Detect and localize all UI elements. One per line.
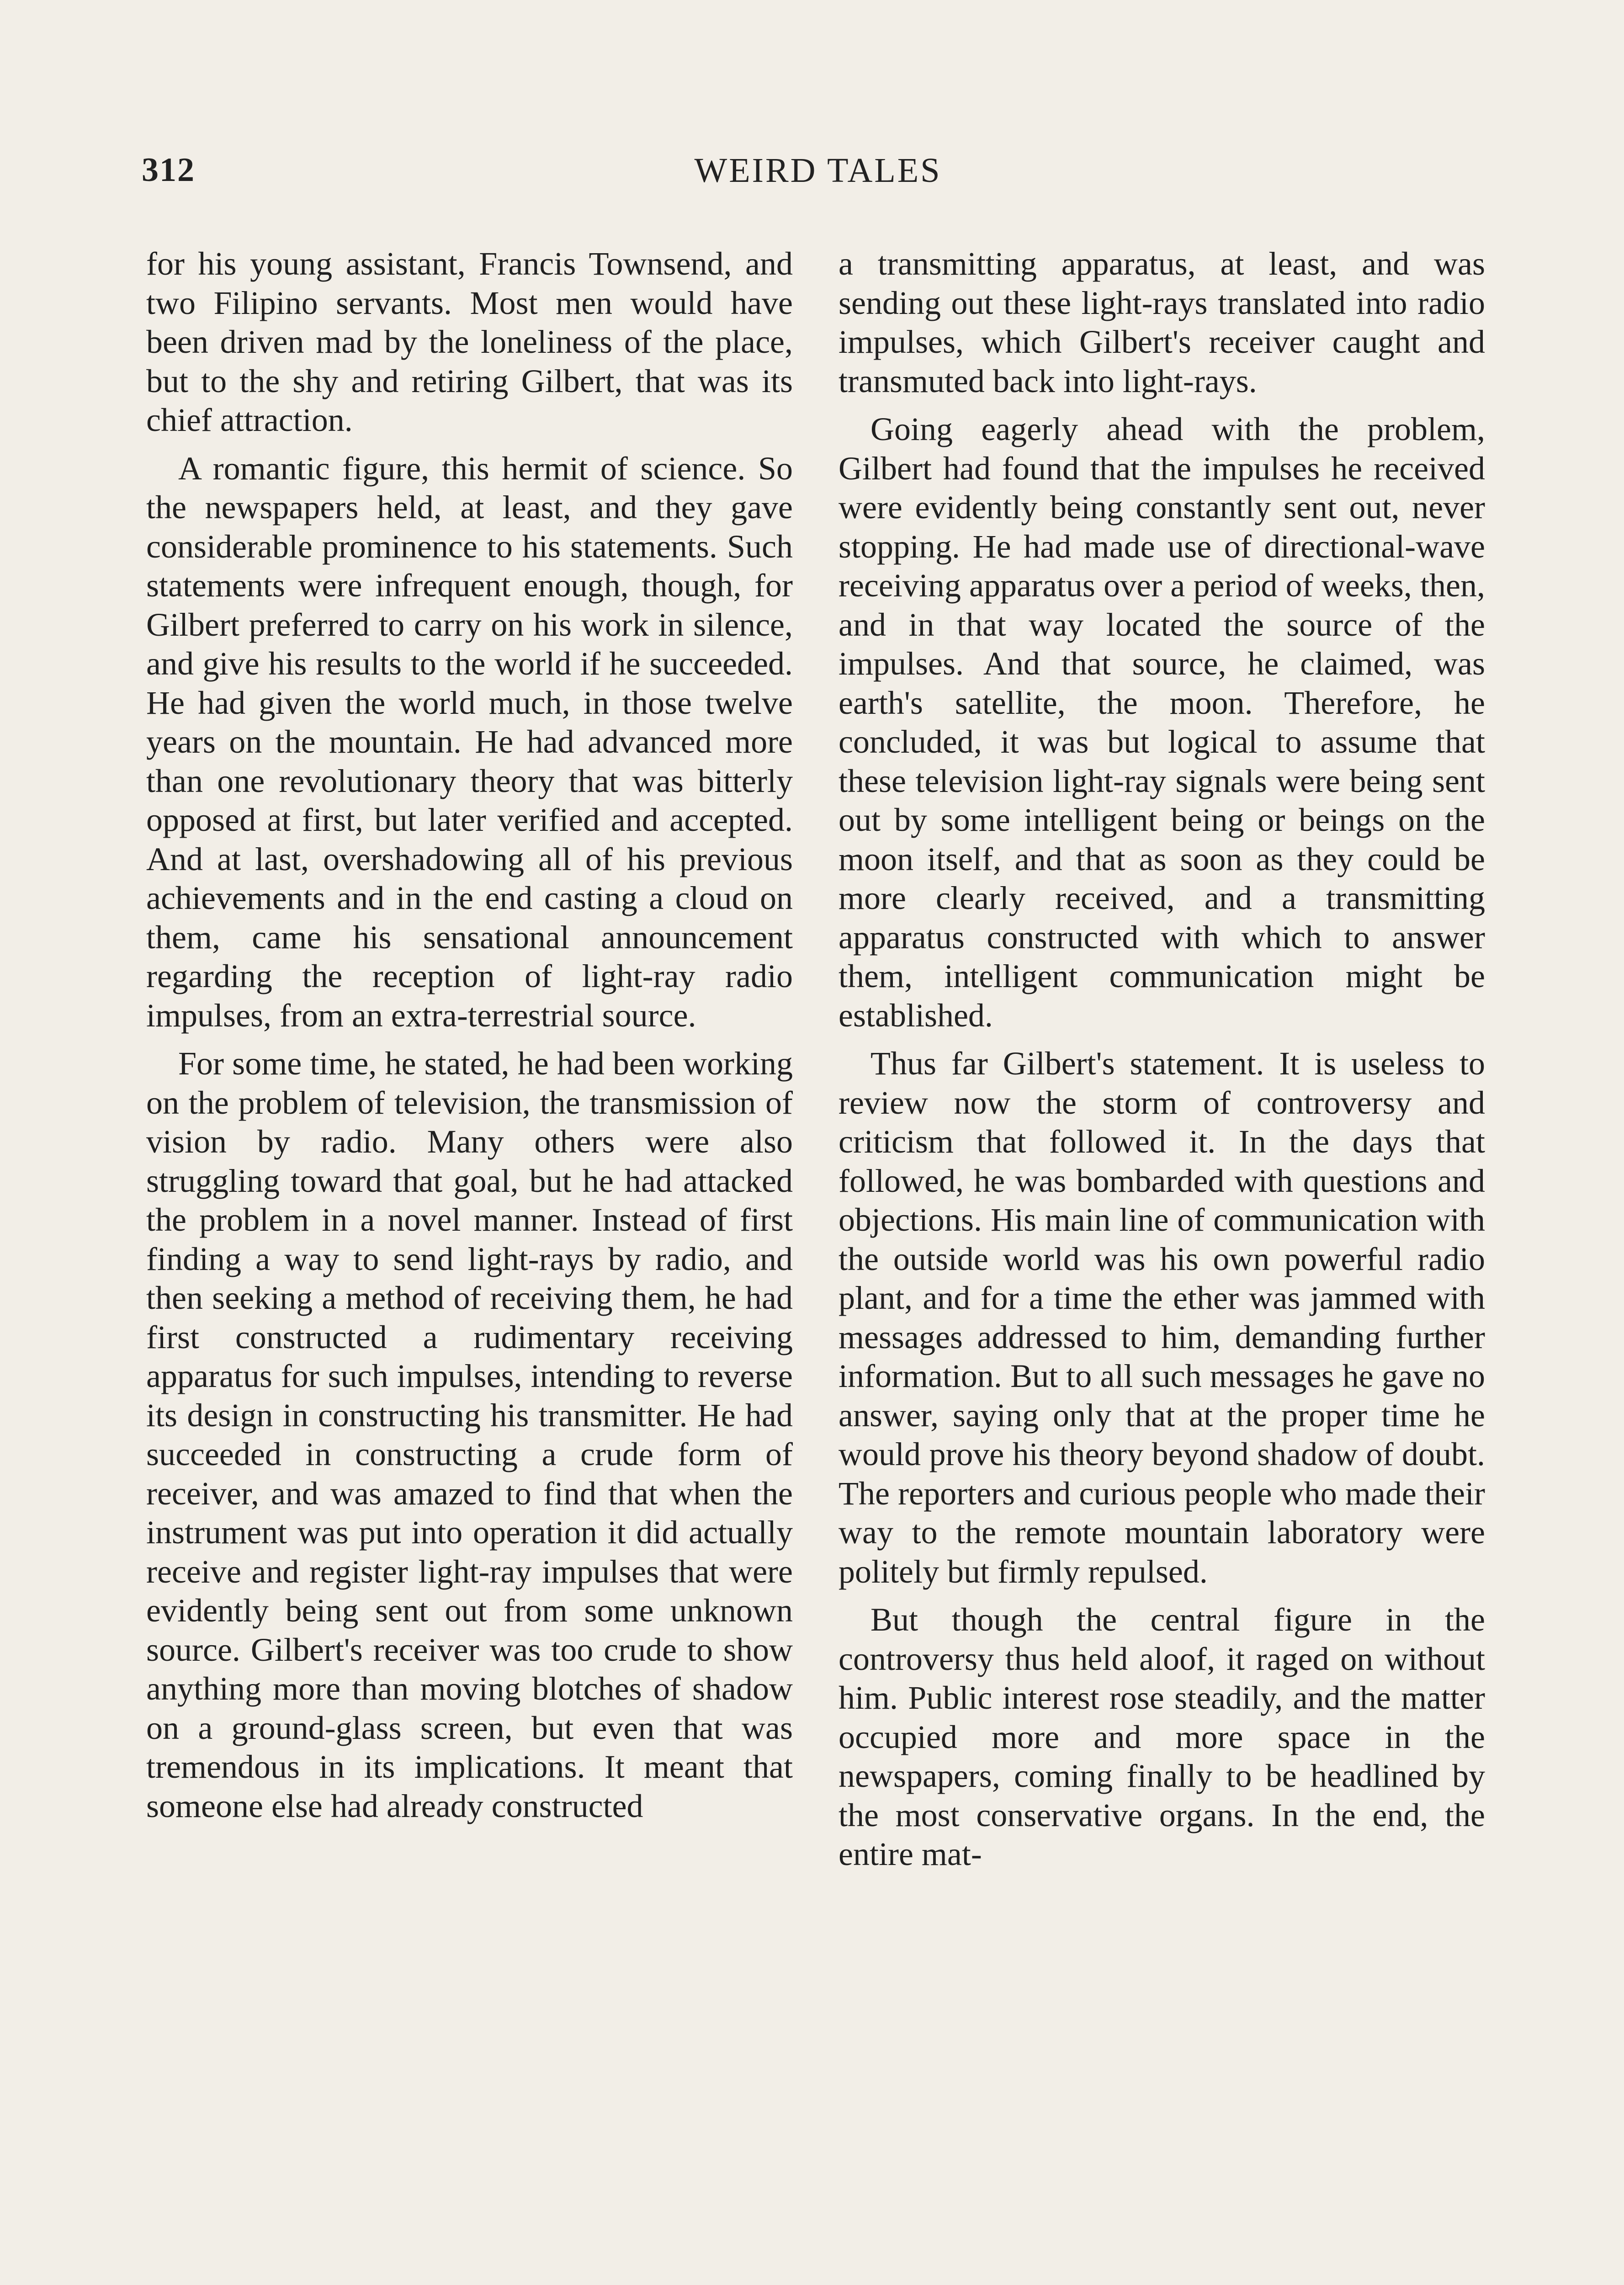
running-title: WEIRD TALES	[694, 151, 942, 190]
page-number: 312	[142, 151, 195, 189]
right-text-column	[839, 244, 1485, 1883]
paragraph: But though the central figure in the controversy thus held aloof, it raged on without him. Public interest rose steadily, and the matter occupied more and more space in the newspapers, coming finally to be headlined by the most conservative organs. In the end, the entire mat-	[839, 1601, 1485, 1872]
paragraph: for his young assistant, Francis Townsend, and two Filipino servants. Most men would have been driven mad by the loneliness of the place, but to the shy and retiring Gilbert, that was its chief attraction.	[146, 245, 793, 438]
paragraph: Going eagerly ahead with the problem, Gilbert had found that the impulses he received were evidently being constantly sent out, never stopping. He had made use of directional-wave receiving apparatus over a period of weeks, then, and in that way located the source of the impulses. And that source, he claimed, was earth's satellite, the moon. Therefore, he concluded, it was but logical to assume that these television light-ray signals were being sent out by some intelligent being or beings on the moon itself, and that as soon as they could be more clearly received, and a transmitting apparatus constructed with which to answer them, intelligent communication might be established.	[839, 411, 1485, 1034]
paragraph: A romantic figure, this hermit of science. So the newspapers held, at least, and they gave considerable prominence to his statements. Such statements were infrequent enough, though, for Gilbert preferred to carry on his work in silence, and give his results to the world if he succeeded. He had given the world much, in those twelve years on the mountain. He had advanced more than one revolutionary theory that was bitterly opposed at first, but later verified and accepted. And at last, overshadowing all of his previous achievements and in the end casting a cloud on them, came his sensational announcement regarding the reception of light-ray radio impulses, from an extra-terrestrial source.	[146, 450, 793, 1034]
paragraph: For some time, he stated, he had been working on the problem of television, the transmission of vision by radio. Many others were also struggling toward that goal, but he had attacked the problem in a novel manner. Instead of first finding a way to send light-rays by radio, and then seeking a method of receiving them, he had first constructed a rudimentary receiving apparatus for such impulses, intending to reverse its design in constructing his transmitter. He had succeeded in constructing a crude form of receiver, and was amazed to find that when the instrument was put into operation it did actually receive and register light-ray impulses that were evidently being sent out from some unknown source. Gilbert's receiver was too crude to show anything more than moving blotches of shadow on a ground-glass screen, but even that was tremendous in its implications. It meant that someone else had already constructed	[146, 1045, 793, 1824]
left-text-column	[146, 244, 793, 1835]
paragraph: Thus far Gilbert's statement. It is useless to review now the storm of controversy and criticism that followed it. In the days that followed, he was bombarded with questions and objections. His main line of communication with the outside world was his own powerful radio plant, and for a time the ether was jammed with messages addressed to him, demanding further information. But to all such messages he gave no answer, saying only that at the proper time he would prove his theory beyond shadow of doubt. The reporters and curious people who made their way to the remote mountain laboratory were politely but firmly repulsed.	[839, 1045, 1485, 1590]
paragraph: a transmitting apparatus, at least, and was sending out these light-rays translated into radio impulses, which Gilbert's receiver caught and transmuted back into light-rays.	[839, 245, 1485, 399]
page-header	[142, 151, 1494, 201]
